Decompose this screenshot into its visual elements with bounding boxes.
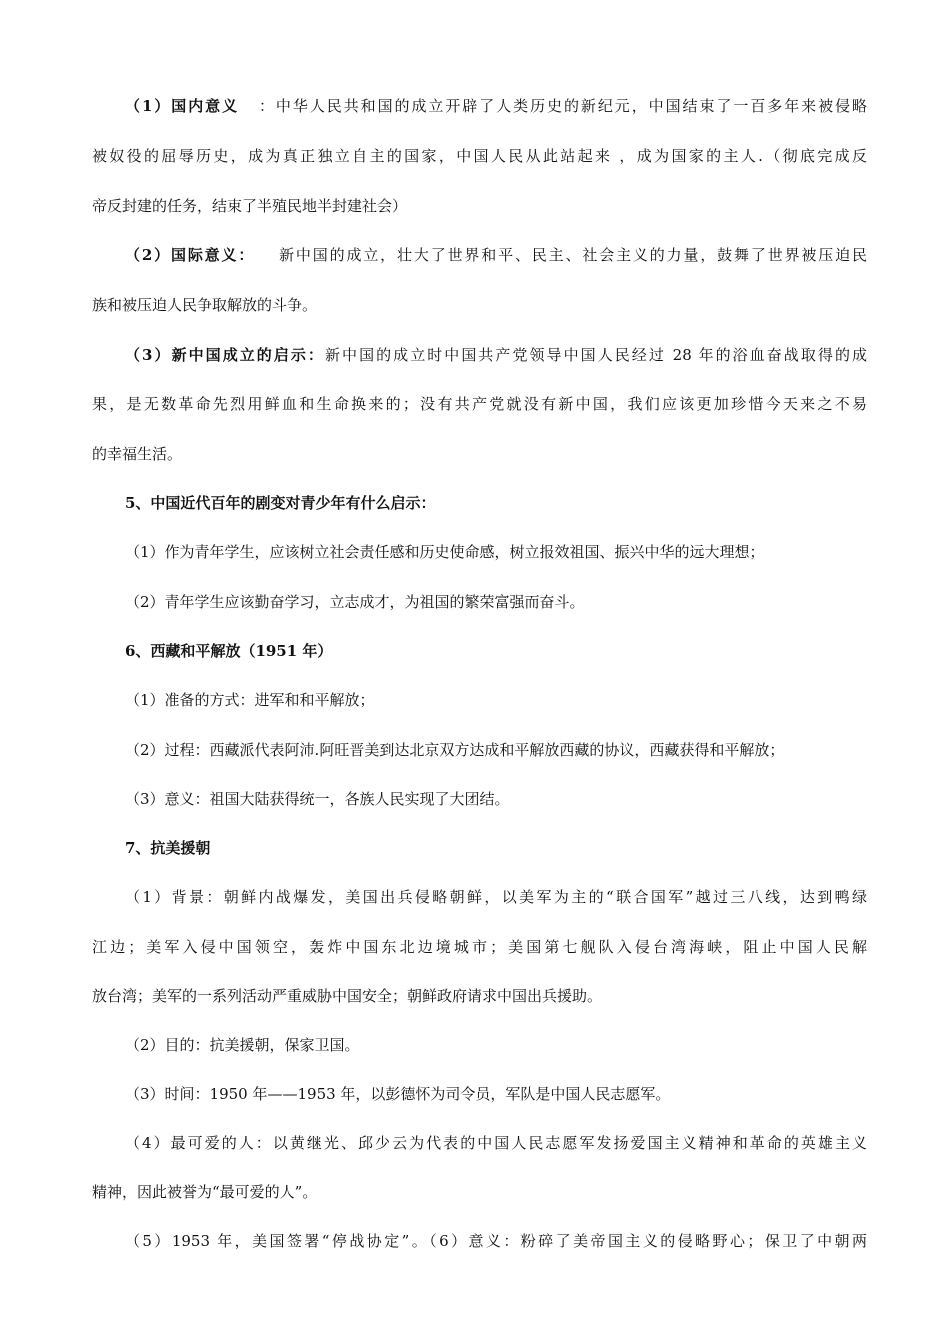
section-7-lovely-line-2: 精神，因此被誉为“最可爱的人”。 bbox=[92, 1183, 318, 1201]
section-6-point-3: （3）意义：祖国大陆获得统一，各族人民实现了大团结。 bbox=[125, 790, 510, 808]
section-5-point-2: （2）青年学生应该勤奋学习，立志成才，为祖国的繁荣富强而奋斗。 bbox=[125, 593, 585, 611]
section-7-background-line-3: 放台湾；美军的一系列活动严重威胁中国安全；朝鲜政府请求中国出兵援助。 bbox=[92, 987, 603, 1005]
enlightenment-label: （3）新中国成立的启示： bbox=[125, 346, 325, 364]
section-7-armistice-line: （5）1953 年，美国签署“停战协定”。（6）意义：粉碎了美帝国主义的侵略野心；保卫了中朝两 bbox=[125, 1232, 867, 1250]
domestic-meaning-label: （1）国内意义 bbox=[125, 97, 240, 115]
section-6-point-1: （1）准备的方式：进军和和平解放； bbox=[125, 691, 375, 709]
section-7-lovely-line-1: （4）最可爱的人：以黄继光、邱少云为代表的中国人民志愿军发扬爱国主义精神和革命的英雄主义 bbox=[125, 1134, 867, 1152]
section-5-point-1: （1）作为青年学生，应该树立社会责任感和历史使命感，树立报效祖国、振兴中华的远大理想； bbox=[125, 543, 765, 561]
section-7-background-line-1: （1）背景：朝鲜内战爆发，美国出兵侵略朝鲜，以美军为主的“联合国军”越过三八线，达到鸭绿 bbox=[125, 888, 867, 906]
international-meaning-line-2: 族和被压迫人民争取解放的斗争。 bbox=[92, 296, 318, 314]
section-7-heading: 7、抗美援朝 bbox=[125, 839, 211, 857]
domestic-meaning-line-2: 被奴役的屈辱历史，成为真正独立自主的国家，中国人民从此站起来 ，成为国家的主人.（彻底完成反 bbox=[92, 147, 867, 165]
section-6-heading: 6、西藏和平解放（1951 年） bbox=[125, 642, 333, 660]
enlightenment-line-1: （3）新中国成立的启示：新中国的成立时中国共产党领导中国人民经过 28 年的浴血奋战取得的成 bbox=[125, 346, 867, 364]
international-meaning-line-1: （2）国际意义： 新中国的成立，壮大了世界和平、民主、社会主义的力量，鼓舞了世界被压迫民 bbox=[125, 246, 867, 264]
section-7-goal: （2）目的：抗美援朝，保家卫国。 bbox=[125, 1036, 360, 1054]
section-5-heading: 5、中国近代百年的剧变对青少年有什么启示： bbox=[125, 494, 436, 512]
domestic-meaning-line-3: 帝反封建的任务，结束了半殖民地半封建社会） bbox=[92, 197, 408, 215]
section-7-background-line-2: 江边；美军入侵中国领空，轰炸中国东北边境城市；美国第七舰队入侵台湾海峡，阻止中国人民解 bbox=[92, 938, 867, 956]
enlightenment-line-3: 的幸福生活。 bbox=[92, 445, 183, 463]
international-meaning-label: （2）国际意义： bbox=[125, 246, 256, 264]
enlightenment-line-2: 果，是无数革命先烈用鲜血和生命换来的；没有共产党就没有新中国，我们应该更加珍惜今天来之不易 bbox=[92, 395, 867, 413]
domestic-meaning-line-1: （1）国内意义 ：中华人民共和国的成立开辟了人类历史的新纪元，中国结束了一百多年来被侵略 bbox=[125, 97, 867, 115]
section-7-time: （3）时间：1950 年——1953 年，以彭德怀为司令员，军队是中国人民志愿军。 bbox=[125, 1085, 671, 1103]
section-6-point-2: （2）过程：西藏派代表阿沛.阿旺晋美到达北京双方达成和平解放西藏的协议，西藏获得和平解放； bbox=[125, 741, 785, 759]
